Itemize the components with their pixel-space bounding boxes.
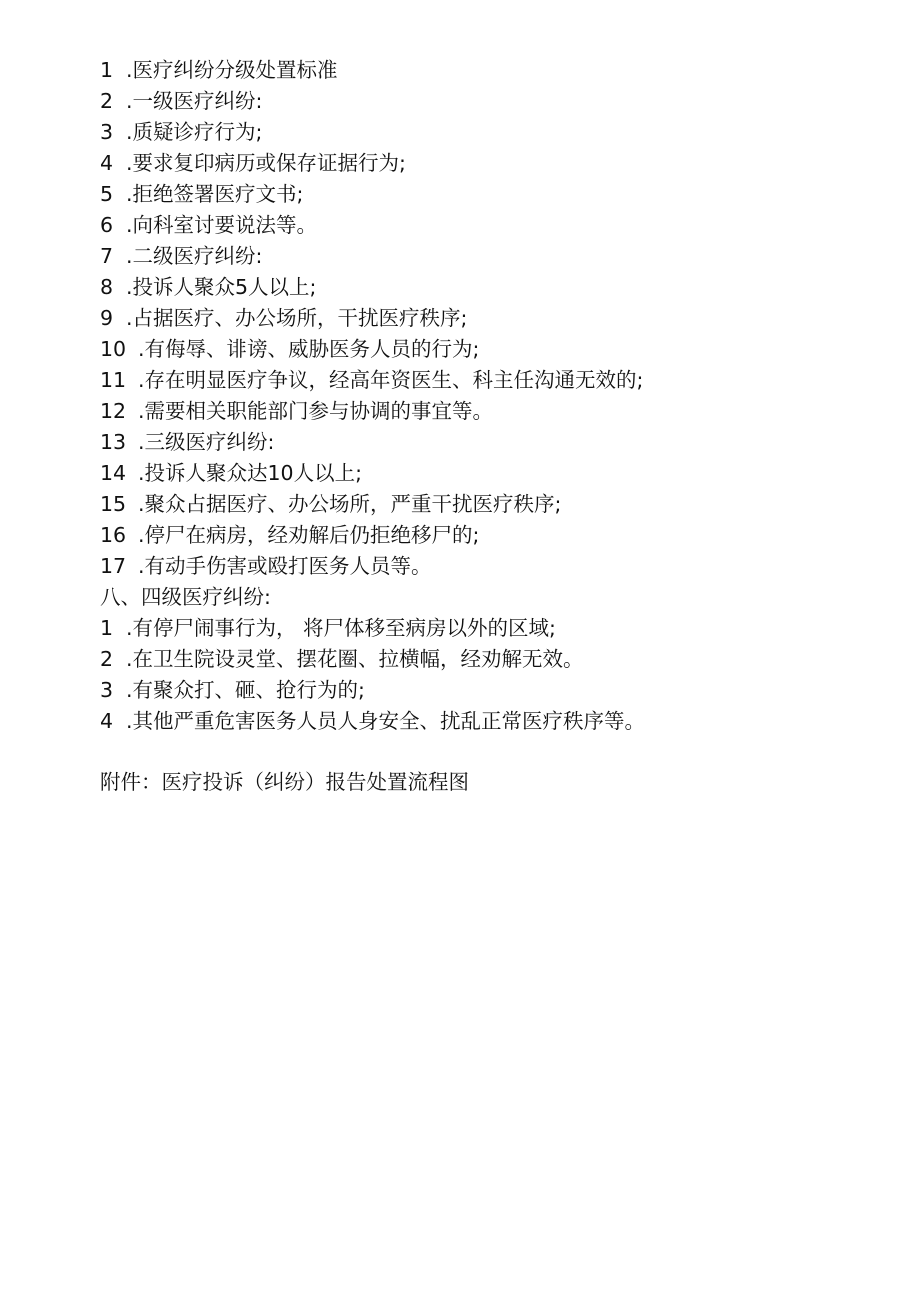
list-item [100, 365, 900, 396]
list-item [100, 644, 900, 675]
item-number: 16 [100, 523, 127, 547]
attachment-title: 附件：医疗投诉（纠纷）报告处置流程图 [100, 770, 469, 794]
item-number: 3 [100, 120, 114, 144]
item-number: 13 [100, 430, 127, 454]
item-text: .投诉人聚众5人以上; [126, 275, 317, 299]
item-text: .有动手伤害或殴打医务人员等。 [138, 554, 432, 578]
item-number: 9 [100, 306, 114, 330]
list-item [100, 334, 900, 365]
list-item [100, 520, 900, 551]
list-item [100, 272, 900, 303]
item-text: .聚众占据医疗、办公场所，严重干扰医疗秩序; [138, 492, 562, 516]
section-heading [100, 582, 900, 613]
item-text: .质疑诊疗行为; [126, 120, 263, 144]
item-number: 1 [100, 616, 114, 640]
list-item [100, 210, 900, 241]
item-text: .二级医疗纠纷: [126, 244, 263, 268]
item-number: 11 [100, 368, 127, 392]
item-number: 4 [100, 151, 114, 175]
list-item [100, 117, 900, 148]
item-text: .有聚众打、砸、抢行为的; [126, 678, 365, 702]
item-number: 2 [100, 647, 114, 671]
item-text: .一级医疗纠纷: [126, 89, 263, 113]
item-number: 8 [100, 275, 114, 299]
item-number: 3 [100, 678, 114, 702]
item-number: 4 [100, 709, 114, 733]
list-item [100, 55, 900, 86]
item-text: .医疗纠纷分级处置标准 [126, 58, 338, 82]
item-text: .需要相关职能部门参与协调的事宜等。 [138, 399, 494, 423]
item-text: 八、四级医疗纠纷: [100, 585, 271, 609]
item-text: .有停尸闹事行为， 将尸体移至病房以外的区域; [126, 616, 556, 640]
numbered-list [100, 55, 900, 737]
item-text: .存在明显医疗争议，经高年资医生、科主任沟通无效的; [138, 368, 644, 392]
item-text: .要求复印病历或保存证据行为; [126, 151, 406, 175]
item-number: 12 [100, 399, 127, 423]
list-item [100, 458, 900, 489]
document-body [100, 55, 900, 798]
item-number: 2 [100, 89, 114, 113]
list-item [100, 613, 900, 644]
list-item [100, 86, 900, 117]
item-number: 15 [100, 492, 127, 516]
list-item [100, 303, 900, 334]
item-text: .占据医疗、办公场所，干扰医疗秩序; [126, 306, 468, 330]
item-number: 17 [100, 554, 127, 578]
item-number: 7 [100, 244, 114, 268]
list-item [100, 179, 900, 210]
list-item [100, 427, 900, 458]
item-text: .投诉人聚众达10人以上; [138, 461, 363, 485]
item-text: .向科室讨要说法等。 [126, 213, 318, 237]
list-item [100, 241, 900, 272]
item-text: .在卫生院设灵堂、摆花圈、拉横幅，经劝解无效。 [126, 647, 584, 671]
list-item [100, 675, 900, 706]
item-number: 10 [100, 337, 127, 361]
spacer [100, 737, 900, 767]
list-item [100, 706, 900, 737]
list-item [100, 148, 900, 179]
item-number: 6 [100, 213, 114, 237]
item-text: .有侮辱、诽谤、威胁医务人员的行为; [138, 337, 480, 361]
list-item [100, 489, 900, 520]
list-item [100, 551, 900, 582]
item-text: .其他严重危害医务人员人身安全、扰乱正常医疗秩序等。 [126, 709, 646, 733]
item-number: 14 [100, 461, 127, 485]
list-item [100, 396, 900, 427]
item-text: .三级医疗纠纷: [138, 430, 275, 454]
item-number: 1 [100, 58, 114, 82]
item-text: .停尸在病房，经劝解后仍拒绝移尸的; [138, 523, 480, 547]
item-text: .拒绝签署医疗文书; [126, 182, 304, 206]
item-number: 5 [100, 182, 114, 206]
